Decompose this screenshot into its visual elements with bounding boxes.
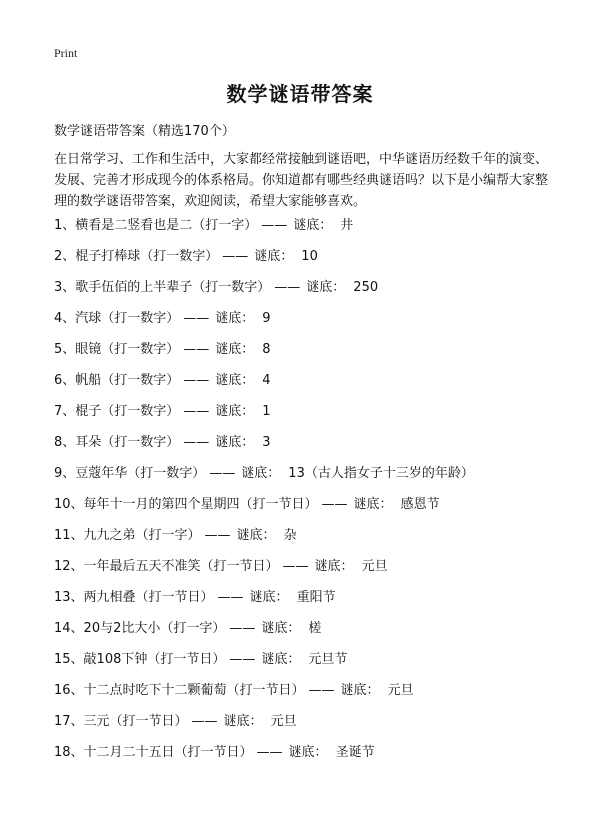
- riddle-separator: ——: [183, 342, 210, 357]
- riddle-question: 17、三元（打一节日）: [54, 714, 188, 729]
- riddle-item: [54, 247, 474, 278]
- riddle-answer: 8: [262, 342, 271, 357]
- riddle-answer: 重阳节: [296, 590, 336, 605]
- riddle-separator: ——: [256, 745, 283, 760]
- answer-label: 谜底：: [215, 404, 255, 419]
- riddle-list: [54, 216, 474, 774]
- answer-label: 谜底：: [241, 466, 281, 481]
- answer-label: 谜底：: [306, 280, 346, 295]
- riddle-item: [54, 371, 474, 402]
- riddle-answer: 元旦: [387, 683, 414, 698]
- riddle-question: 13、两九相叠（打一节日）: [54, 590, 214, 605]
- riddle-item: [54, 526, 474, 557]
- riddle-question: 8、耳朵（打一数字）: [54, 435, 180, 450]
- riddle-answer: 250: [353, 280, 379, 295]
- riddle-separator: ——: [261, 218, 288, 233]
- riddle-question: 11、九九之弟（打一字）: [54, 528, 201, 543]
- answer-label: 谜底：: [340, 683, 380, 698]
- riddle-item: [54, 588, 474, 619]
- riddle-separator: ——: [282, 559, 309, 574]
- answer-label: 谜底：: [293, 218, 333, 233]
- riddle-item: [54, 433, 474, 464]
- riddle-answer: 9: [262, 311, 271, 326]
- riddle-answer: 杂: [283, 528, 297, 543]
- riddle-item: [54, 650, 474, 681]
- answer-label: 谜底：: [215, 435, 255, 450]
- answer-label: 谜底：: [314, 559, 354, 574]
- answer-label: 谜底：: [288, 745, 328, 760]
- riddle-question: 15、敲108下钟（打一节日）: [54, 652, 226, 667]
- riddle-question: 3、歌手伍佰的上半辈子（打一数字）: [54, 280, 271, 295]
- riddle-item: [54, 681, 474, 712]
- answer-label: 谜底：: [236, 528, 276, 543]
- riddle-question: 6、帆船（打一数字）: [54, 373, 180, 388]
- answer-label: 谜底：: [249, 590, 289, 605]
- riddle-answer: 元旦: [361, 559, 388, 574]
- riddle-question: 16、十二点时吃下十二颗葡萄（打一节日）: [54, 683, 305, 698]
- riddle-separator: ——: [229, 621, 256, 636]
- riddle-separator: ——: [321, 497, 348, 512]
- riddle-separator: ——: [183, 435, 210, 450]
- riddle-item: [54, 402, 474, 433]
- riddle-question: 10、每年十一月的第四个星期四（打一节日）: [54, 497, 318, 512]
- answer-label: 谜底：: [223, 714, 263, 729]
- riddle-answer: 槎: [308, 621, 322, 636]
- riddle-item: [54, 216, 474, 247]
- answer-label: 谜底：: [215, 311, 255, 326]
- riddle-separator: ——: [274, 280, 301, 295]
- riddle-item: [54, 309, 474, 340]
- riddle-question: 5、眼镜（打一数字）: [54, 342, 180, 357]
- riddle-separator: ——: [183, 373, 210, 388]
- article-subtitle: 数学谜语带答案（精选170个）: [54, 124, 235, 139]
- riddle-question: 14、20与2比大小（打一字）: [54, 621, 226, 636]
- intro-paragraph: 在日常学习、工作和生活中，大家都经常接触到谜语吧，中华谜语历经数千年的演变、发展、完善才形成现今的体系格局。你知道都有哪些经典谜语吗？以下是小编帮大家整理的数学谜语带答案，欢迎阅读，希望大家能够喜欢。: [54, 152, 549, 209]
- riddle-question: 4、汽球（打一数字）: [54, 311, 180, 326]
- riddle-separator: ——: [183, 404, 210, 419]
- print-link[interactable]: Print: [54, 46, 78, 60]
- riddle-answer: 4: [262, 373, 271, 388]
- answer-label: 谜底：: [353, 497, 393, 512]
- page-title: 数学谜语带答案: [226, 82, 374, 106]
- riddle-item: [54, 743, 474, 774]
- answer-label: 谜底：: [254, 249, 294, 264]
- riddle-answer: 10: [301, 249, 318, 264]
- riddle-item: [54, 712, 474, 743]
- riddle-answer: 元旦: [270, 714, 297, 729]
- riddle-answer: 圣诞节: [335, 745, 375, 760]
- riddle-question: 9、豆蔻年华（打一数字）: [54, 466, 206, 481]
- riddle-answer: 1: [262, 404, 271, 419]
- riddle-answer: 井: [340, 218, 354, 233]
- riddle-answer: 3: [262, 435, 271, 450]
- riddle-item: [54, 495, 474, 526]
- riddle-answer: 13（古人指女子十三岁的年龄）: [288, 466, 474, 481]
- riddle-item: [54, 619, 474, 650]
- riddle-separator: ——: [217, 590, 244, 605]
- riddle-separator: ——: [191, 714, 218, 729]
- answer-label: 谜底：: [215, 373, 255, 388]
- riddle-item: [54, 464, 474, 495]
- riddle-separator: ——: [222, 249, 249, 264]
- riddle-separator: ——: [204, 528, 231, 543]
- answer-label: 谜底：: [261, 621, 301, 636]
- riddle-question: 7、棍子（打一数字）: [54, 404, 180, 419]
- riddle-answer: 感恩节: [400, 497, 440, 512]
- riddle-question: 12、一年最后五天不准笑（打一节日）: [54, 559, 279, 574]
- answer-label: 谜底：: [261, 652, 301, 667]
- riddle-separator: ——: [183, 311, 210, 326]
- riddle-answer: 元旦节: [308, 652, 348, 667]
- riddle-question: 2、棍子打棒球（打一数字）: [54, 249, 219, 264]
- riddle-question: 1、横看是二竖看也是二（打一字）: [54, 218, 258, 233]
- riddle-item: [54, 278, 474, 309]
- riddle-item: [54, 557, 474, 588]
- riddle-separator: ——: [229, 652, 256, 667]
- answer-label: 谜底：: [215, 342, 255, 357]
- riddle-separator: ——: [308, 683, 335, 698]
- riddle-question: 18、十二月二十五日（打一节日）: [54, 745, 253, 760]
- riddle-separator: ——: [209, 466, 236, 481]
- riddle-item: [54, 340, 474, 371]
